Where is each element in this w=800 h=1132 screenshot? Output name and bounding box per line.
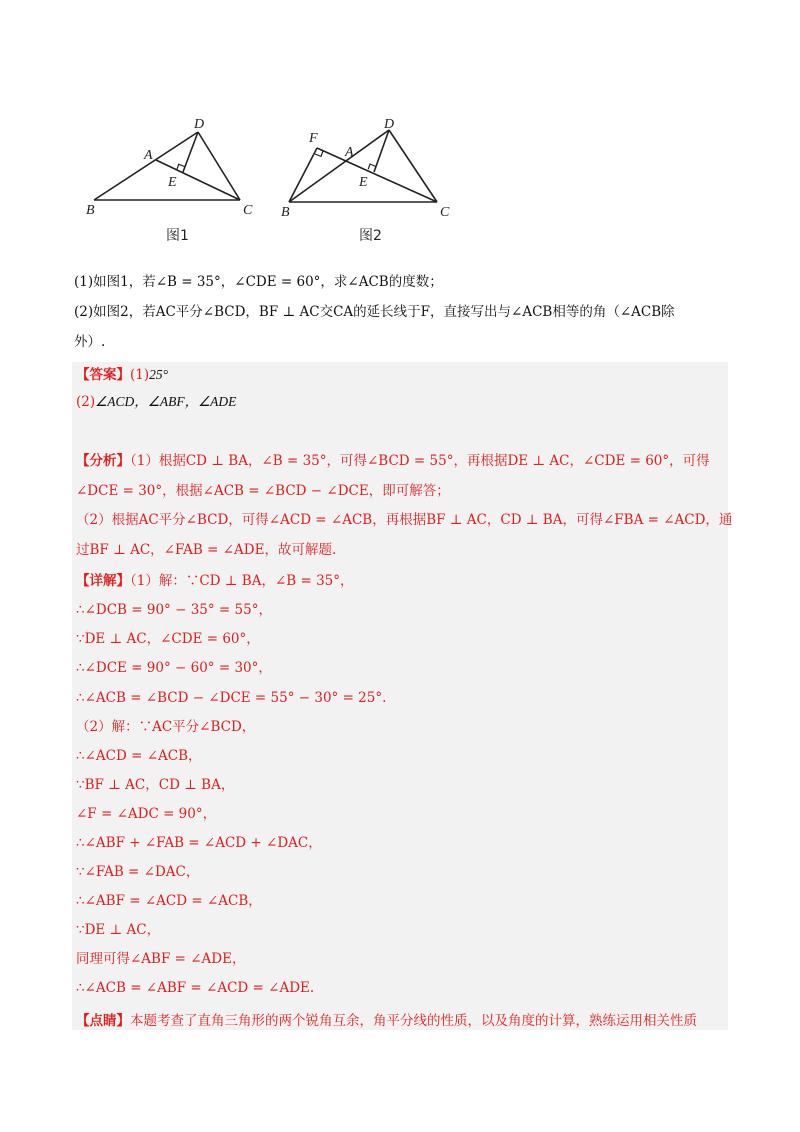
figure-2 [275, 110, 475, 254]
detail-line-15: ∴∠ACB = ∠ABF = ∠ACD = ∠ADE. [76, 980, 315, 996]
figure-1-diagram [80, 110, 280, 250]
question-2-cont: 外）. [74, 334, 106, 350]
detail-text-1: （1）解：∵CD ⊥ BA，∠B = 35°， [130, 573, 354, 589]
detail-tag: 【详解】 [76, 573, 130, 589]
detail-line-6: （2）解：∵AC平分∠BCD， [76, 719, 256, 735]
question-2: (2)如图2，若AC平分∠BCD，BF ⊥ AC交CA的延长线于F，直接写出与∠ACB相等的角（∠ACB除 [74, 304, 675, 320]
comment-line [76, 1011, 697, 1031]
comment-text: 本题考查了直角三角形的两个锐角互余，角平分线的性质，以及角度的计算，熟练运用相关性质 [130, 1013, 697, 1029]
figure-1 [80, 110, 280, 254]
answer-2-value: ∠ACD，∠ABF，∠ADE [95, 394, 237, 409]
label-d: D [194, 117, 205, 132]
analysis-text-1: （1）根据CD ⊥ BA，∠B = 35°，可得∠BCD = 55°，再根据DE ⊥ AC，∠CDE = 60°，可得 [130, 453, 710, 469]
answer-1-label: (1) [130, 367, 150, 383]
label-f: F [309, 131, 318, 146]
figure-2-caption: 图2 [359, 228, 382, 244]
analysis-line-1 [76, 451, 710, 471]
label-e: E [359, 175, 368, 190]
detail-line-13: ∵DE ⊥ AC， [76, 922, 161, 938]
detail-line-14: 同理可得∠ABF = ∠ADE， [76, 951, 246, 967]
segment-de [183, 132, 198, 172]
label-c: C [243, 203, 253, 218]
detail-line-1 [76, 571, 354, 591]
segment-bf [289, 148, 317, 202]
answer-line-1 [76, 365, 168, 385]
detail-line-2: ∴∠DCB = 90° − 35° = 55°， [76, 602, 272, 618]
figure-1-caption: 图1 [166, 228, 189, 244]
detail-line-7: ∴∠ACD = ∠ACB， [76, 748, 202, 764]
answer-tag: 【答案】 [76, 367, 130, 383]
label-c: C [440, 205, 450, 220]
detail-line-12: ∴∠ABF = ∠ACD = ∠ACB， [76, 893, 262, 909]
right-angle-mark-f [315, 151, 323, 156]
detail-line-8: ∵BF ⊥ AC，CD ⊥ BA， [76, 777, 235, 793]
label-b: B [86, 203, 95, 218]
label-a: A [345, 145, 354, 160]
analysis-line-4: 过BF ⊥ AC，∠FAB = ∠ADE，故可解题. [76, 542, 337, 558]
figure-2-diagram [275, 110, 475, 250]
detail-line-3: ∵DE ⊥ AC，∠CDE = 60°， [76, 631, 260, 647]
analysis-line-3: （2）根据AC平分∠BCD，可得∠ACD = ∠ACB，再根据BF ⊥ AC，CD ⊥ BA，可得∠FBA = ∠ACD，通 [76, 512, 733, 528]
answer-line-2 [76, 392, 236, 412]
detail-line-5: ∴∠ACB = ∠BCD − ∠DCE = 55° − 30° = 25°. [76, 690, 387, 706]
question-1: (1)如图1，若∠B = 35°，∠CDE = 60°，求∠ACB的度数； [74, 274, 443, 290]
detail-line-4: ∴∠DCE = 90° − 60° = 30°， [76, 660, 272, 676]
detail-line-11: ∵∠FAB = ∠DAC， [76, 864, 200, 880]
detail-line-10: ∴∠ABF + ∠FAB = ∠ACD + ∠DAC， [76, 835, 322, 851]
answer-2-label: (2) [76, 394, 96, 410]
analysis-line-2: ∠DCE = 30°，根据∠ACB = ∠BCD − ∠DCE，即可解答； [76, 483, 450, 499]
label-e: E [168, 175, 177, 190]
label-d: D [384, 117, 395, 132]
answer-1-value: 25° [149, 367, 169, 382]
comment-tag: 【点睛】 [76, 1013, 130, 1029]
analysis-tag: 【分析】 [76, 453, 130, 469]
detail-line-9: ∠F = ∠ADC = 90°， [76, 806, 217, 822]
label-a: A [144, 148, 153, 163]
label-b: B [281, 205, 290, 220]
